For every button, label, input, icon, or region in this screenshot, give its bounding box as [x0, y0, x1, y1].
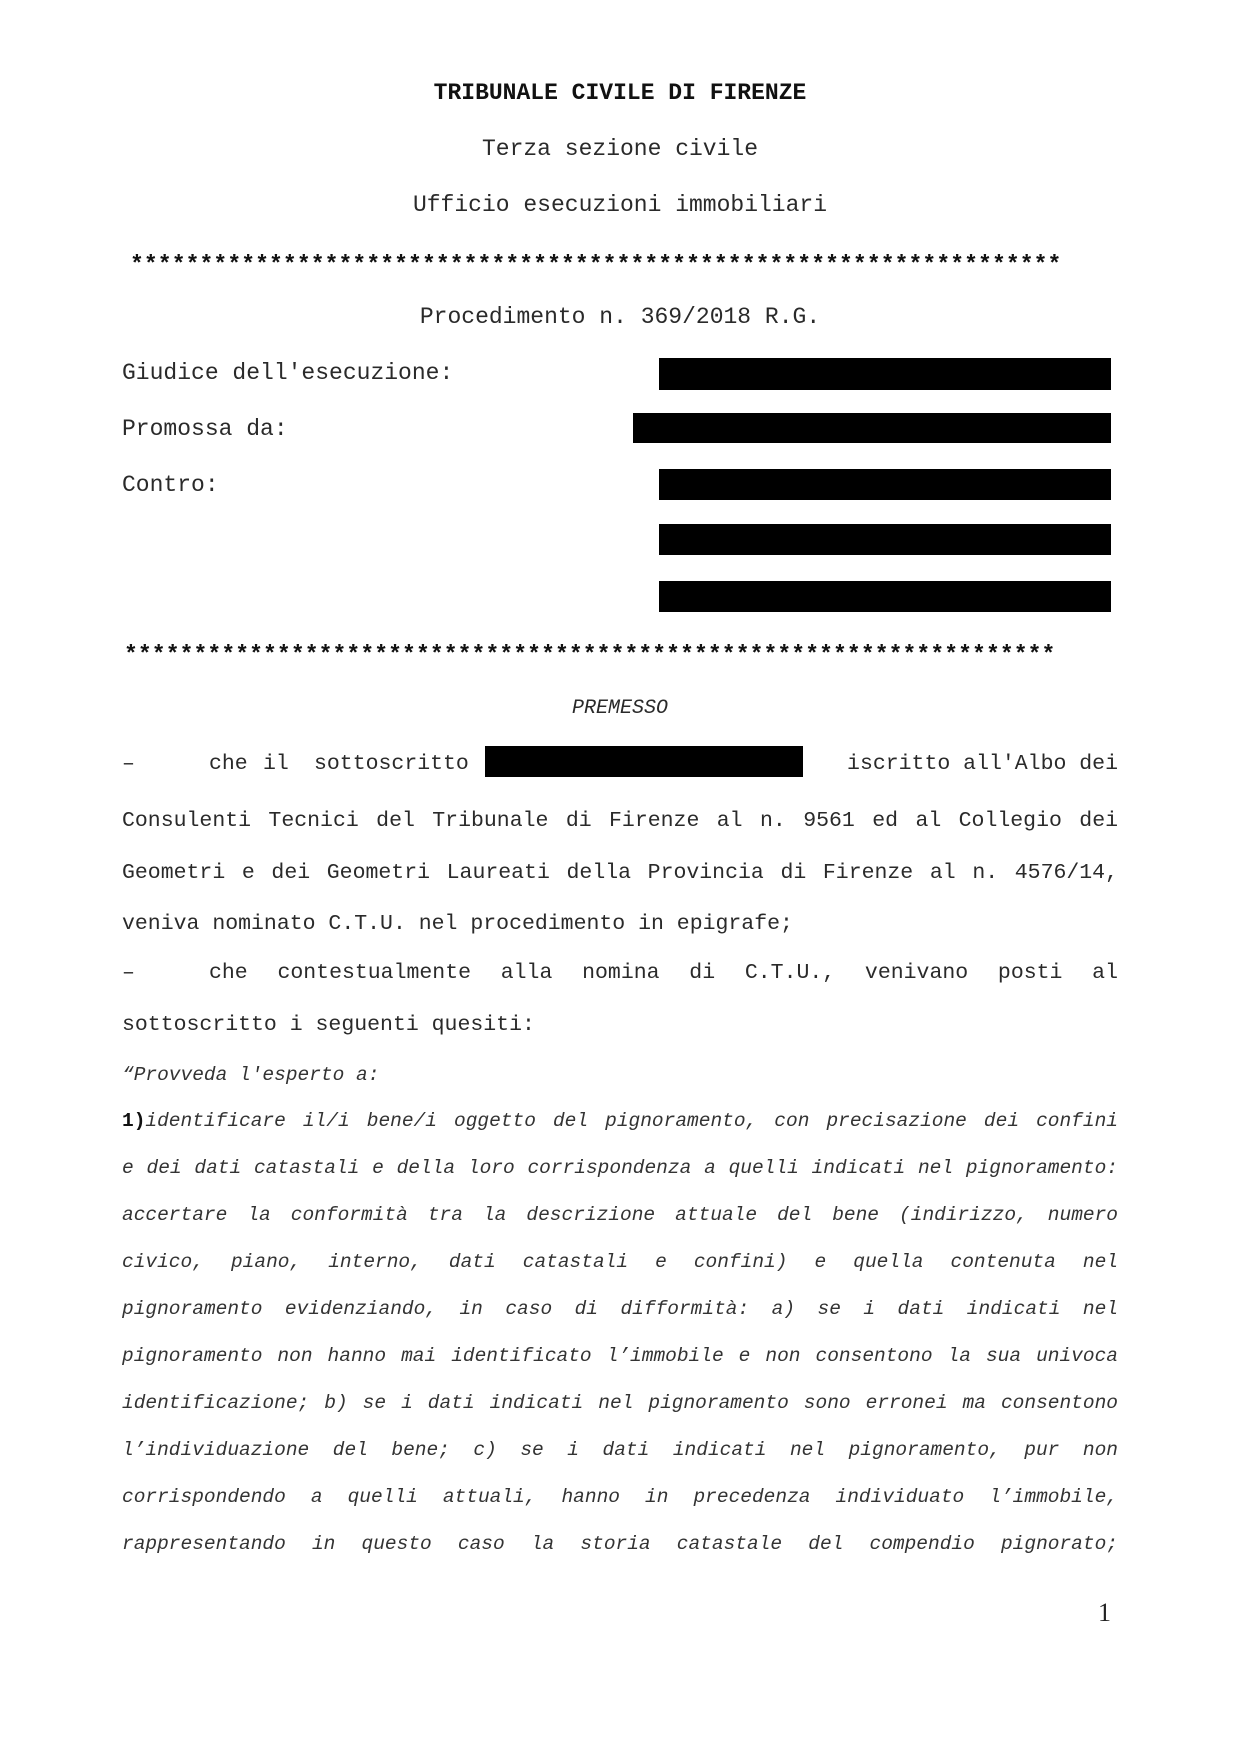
judge-label: Giudice dell'esecuzione: — [122, 360, 454, 386]
premesso-heading: PREMESSO — [571, 697, 668, 720]
redacted-judge — [659, 358, 1111, 390]
redacted-debtor-1 — [659, 469, 1111, 500]
dash-2: – — [122, 961, 135, 985]
quesito-number: 1) — [122, 1110, 146, 1132]
paragraph-2-rest: sottoscritto i seguenti quesiti: — [122, 1013, 535, 1037]
separator-stars-top: ******************************************************************* — [130, 252, 1062, 278]
page-number: 1 — [1098, 1598, 1111, 1627]
redacted-promoter — [633, 413, 1111, 443]
promoted-by-label: Promossa da: — [122, 416, 288, 442]
section-title: Terza sezione civile — [481, 136, 759, 162]
redacted-debtor-2 — [659, 524, 1111, 555]
dash-1: – — [122, 752, 135, 776]
document-page: TRIBUNALE CIVILE DI FIRENZE Terza sezione civile Ufficio esecuzioni immobiliari ******************************************************************* Procedimento n. 369/2018 R.G. Giudice dell'esecuzione: Promossa da: Contro: ******************************************************************* PREMESSO – che il sottoscritto iscritto all'Albo dei Consulenti Tecnici del Tribunale di Firenze al n. 9561 ed al Collegio dei Geometri e dei Geometri Laureati della Provincia di Firenze al n. 4576/14, veniva nominato C.T.U. nel procedimento in epigrafe; – che contestualmente alla nomina di C.T.U., venivano posti al sottoscritto i seguenti quesiti: “Provveda l'esperto a: 1)identificare il/i bene/i oggetto del pignoramento, con precisazione dei confini e dei dati catastali e della loro corrispondenza a quelli indicati nel pignoramento: accertare la conformità tra la descrizione attuale del bene (indirizzo, numero civico, piano, interno, dati catastali e confini) e quella contenuta nel pignoramento evidenziando, in caso di difformità: a) se i dati indicati nel pignoramento non hanno mai identificato l’immobile e non consentono la sua univoca identificazione; b) se i dati indicati nel pignoramento sono erronei ma consentono l’individuazione del bene; c) se i dati indicati nel pignoramento, pur non corrispondendo a quelli attuali, hanno in precedenza individuato l’immobile, rappresentando in questo caso la storia catastale del compendio pignorato; 1 — [0, 0, 1240, 1753]
redacted-expert-name — [485, 746, 803, 777]
redacted-debtor-3 — [659, 581, 1111, 612]
court-title: TRIBUNALE CIVILE DI FIRENZE — [433, 80, 807, 106]
quesito-1: 1)identificare il/i bene/i oggetto del pignoramento, con precisazione dei confini e dei dati catastali e della loro corrispondenza a quelli indicati nel pignoramento: accertare la conformità tra la descrizione attuale del bene (indirizzo, numero civico, piano, interno, dati catastali e confini) e quella contenuta nel pignoramento evidenziando, in caso di difformità: a) se i dati indicati nel pignoramento non hanno mai identificato l’immobile e non consentono la sua univoca identificazione; b) se i dati indicati nel pignoramento sono erronei ma consentono l’individuazione del bene; c) se i dati indicati nel pignoramento, pur non corrispondendo a quelli attuali, hanno in precedenza individuato l’immobile, rappresentando in questo caso la storia catastale del compendio pignorato; — [122, 1110, 1118, 1555]
against-label: Contro: — [122, 472, 219, 498]
paragraph-1-rest: Consulenti Tecnici del Tribunale di Firenze al n. 9561 ed al Collegio dei Geometri e dei Geometri Laureati della Provincia di Firenze al n. 4576/14, veniva nominato C.T.U. nel procedimento in epigrafe; — [122, 809, 1118, 936]
procedure-number: Procedimento n. 369/2018 R.G. — [419, 304, 821, 330]
office-title: Ufficio esecuzioni immobiliari — [412, 192, 828, 218]
quesiti-intro: “Provveda l'esperto a: — [122, 1064, 380, 1086]
separator-stars-bottom: ******************************************************************* — [124, 642, 1056, 668]
